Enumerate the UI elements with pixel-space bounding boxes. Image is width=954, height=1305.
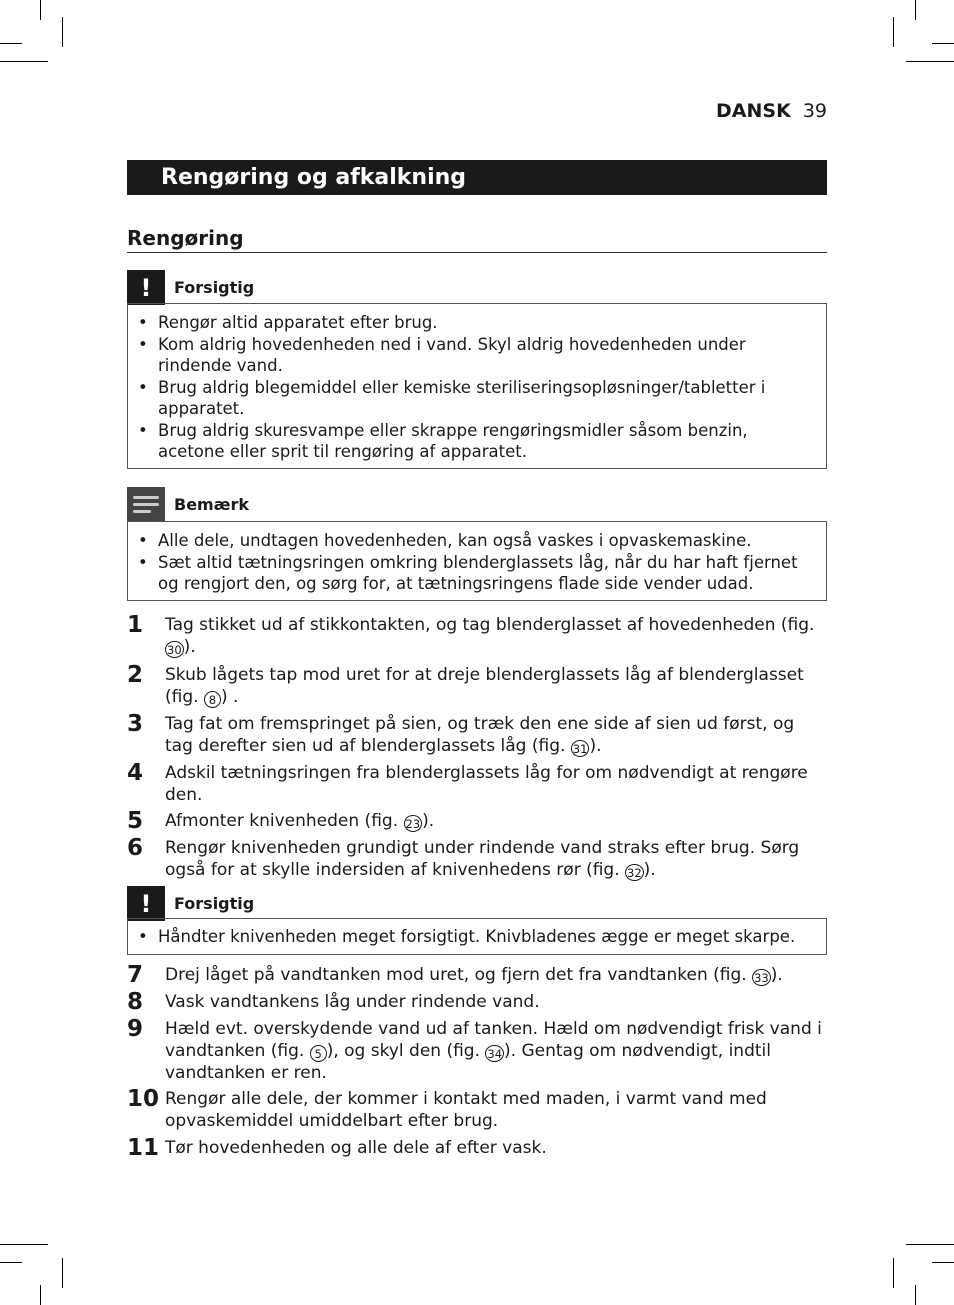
step-text: Hæld evt. overskydende vand ud af tanken. Hæld om nødvendigt frisk vand i vandtanken (fig. 5 ), og skyl den (fig. 34 ). Gentag om nødvendigt, indtil vandtanken er ren. (165, 1019, 822, 1083)
step-7 (127, 964, 827, 986)
crop-mark (62, 17, 63, 47)
step-text: Skub lågets tap mod uret for at dreje blenderglassets låg af blenderglasset (fig. 8 ) . (165, 665, 804, 707)
step-1 (127, 614, 827, 658)
note-box (127, 521, 827, 601)
list-item: • Brug aldrig skuresvampe eller skrappe rengøringsmidler såsom benzin, acetone eller sprit til rengøring af apparatet. (138, 420, 814, 463)
exclamation-icon: ! (127, 270, 165, 305)
crop-mark (40, 0, 41, 20)
step-8 (127, 991, 827, 1013)
crop-mark (893, 1258, 894, 1288)
exclamation-icon: ! (127, 886, 165, 921)
crop-mark (0, 43, 22, 44)
step-11 (127, 1137, 827, 1159)
step-number: 4 (127, 760, 144, 786)
crop-mark (915, 1285, 916, 1305)
figure-ref: 33 (754, 971, 769, 985)
note-lines-icon (127, 487, 165, 522)
crop-mark (932, 1262, 954, 1263)
step-text: Rengør knivenheden grundigt under rindende vand straks efter brug. Sørg også for at skylle indersiden af knivenhedens rør (fig. 32 ). (165, 838, 800, 880)
step-number: 9 (127, 1016, 144, 1042)
list-item: • Rengør altid apparatet efter brug. (138, 312, 814, 334)
figure-ref: 8 (204, 691, 221, 708)
step-text: Drej låget på vandtanken mod uret, og fjern det fra vandtanken (fig. 33 ). (165, 965, 783, 985)
step-text: Tag stikket ud af stikkontakten, og tag blenderglasset af hovedenheden (fig. 30 ). (165, 615, 815, 657)
figure-ref: 5 (310, 1045, 327, 1062)
crop-mark (893, 17, 894, 47)
caution-box (127, 918, 827, 955)
step-number: 7 (127, 962, 144, 988)
page-number: 39 (802, 100, 827, 122)
section-title: Rengøring og afkalkning (127, 160, 827, 195)
subsection-title: Rengøring (127, 226, 827, 253)
step-number: 10 (127, 1086, 160, 1112)
step-10 (127, 1088, 827, 1132)
crop-mark (0, 61, 48, 62)
note-label: Bemærk (174, 495, 250, 514)
crop-mark (906, 61, 954, 62)
step-5 (127, 810, 827, 832)
step-text: Rengør alle dele, der kommer i kontakt med maden, i varmt vand med opvaskemiddel umiddelbart efter brug. (165, 1089, 767, 1131)
crop-mark (62, 1258, 63, 1288)
step-number: 3 (127, 711, 144, 737)
step-2 (127, 664, 827, 708)
note-heading (127, 487, 827, 522)
list-item: • Alle dele, undtagen hovedenheden, kan også vaskes i opvaskemaskine. (138, 530, 814, 552)
crop-mark (932, 43, 954, 44)
step-text: Afmonter knivenheden (fig. 23 ). (165, 811, 435, 831)
step-9 (127, 1018, 827, 1084)
list-item: • Håndter knivenheden meget forsigtigt. Knivbladenes ægge er meget skarpe. (138, 926, 814, 948)
step-6 (127, 837, 827, 881)
step-number: 2 (127, 662, 144, 688)
crop-mark (0, 1262, 22, 1263)
step-text: Tør hovedenheden og alle dele af efter vask. (165, 1138, 547, 1158)
step-text: Adskil tætningsringen fra blenderglassets låg for om nødvendigt at rengøre den. (165, 763, 808, 805)
step-number: 11 (127, 1135, 160, 1161)
list-item: • Kom aldrig hovedenheden ned i vand. Skyl aldrig hovedenheden under rindende vand. (138, 334, 814, 377)
step-text: Tag fat om fremspringet på sien, og træk den ene side af sien ud først, og tag derefter sien ud af blenderglassets låg (fig. 31 ). (165, 714, 795, 756)
language-label: DANSK (716, 100, 791, 122)
figure-ref: 23 (405, 817, 421, 831)
crop-mark (0, 1244, 48, 1245)
figure-ref: 32 (627, 866, 642, 880)
crop-mark (915, 0, 916, 20)
caution-label: Forsigtig (174, 894, 255, 913)
caution-heading (127, 886, 827, 921)
caution-label: Forsigtig (174, 278, 255, 297)
figure-ref: 30 (167, 643, 182, 657)
page-header (716, 100, 827, 122)
step-number: 8 (127, 989, 144, 1015)
step-number: 1 (127, 612, 144, 638)
figure-ref: 34 (487, 1047, 503, 1061)
list-item: • Sæt altid tætningsringen omkring blenderglassets låg, når du har haft fjernet og rengjort den, og sørg for, at tætningsringens flade side vender udad. (138, 552, 814, 595)
step-3 (127, 713, 827, 757)
crop-mark (40, 1285, 41, 1305)
step-4 (127, 762, 827, 806)
caution-heading (127, 270, 827, 305)
list-item: • Brug aldrig blegemiddel eller kemiske steriliseringsopløsninger/tabletter i apparatet. (138, 377, 814, 420)
step-text: Vask vandtankens låg under rindende vand. (165, 992, 540, 1012)
step-number: 6 (127, 835, 144, 861)
caution-box (127, 303, 827, 469)
figure-ref: 31 (572, 742, 588, 756)
step-number: 5 (127, 808, 144, 834)
crop-mark (906, 1244, 954, 1245)
